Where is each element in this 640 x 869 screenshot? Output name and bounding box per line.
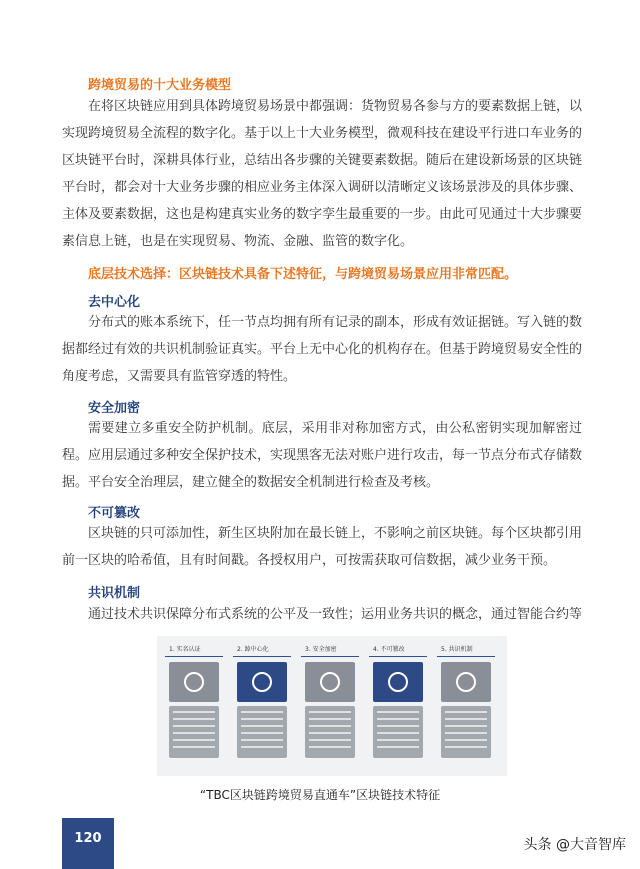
feature-card-text (305, 706, 355, 758)
heading-consensus: 共识机制 (88, 586, 141, 601)
heading-business-model: 跨境贸易的十大业务模型 (88, 78, 232, 93)
feature-card (165, 644, 223, 768)
paragraph-tamper-proof: 区块链的只可添加性，新生区块附加在最长链上，不影响之前区块链。每个区块都引用前一区块的哈希值，且有时间戳。各授权用户，可按需获取可信数据，减少业务干预。 (62, 526, 583, 568)
feature-card (437, 644, 495, 768)
page-number: 120 (62, 818, 114, 869)
feature-card-text (373, 706, 423, 758)
paragraph-decentralization: 分布式的账本系统下，任一节点均拥有所有记录的副本，形成有效证据链。写入链的数据都经过有效的共识机制验证真实。平台上无中心化的机构存在。但基于跨境贸易安全性的角度考虑，又需要具有监管穿透的特性。 (62, 315, 583, 384)
feature-card-text (237, 706, 287, 758)
feature-card-title: 2. 踔中心化 (233, 644, 291, 657)
house-icon-box (373, 662, 423, 702)
gear-icon (320, 672, 340, 692)
network-icon-box (237, 662, 287, 702)
feature-card (301, 644, 359, 768)
feature-card-title: 1. 实名认证 (165, 644, 223, 657)
identity-icon (184, 672, 204, 692)
paragraph-business-model: 在将区块链应用到具体跨境贸易场景中都强调：货物贸易各参与方的要素数据上链，以实现跨境贸易全流程的数字化。基于以上十大业务模型，微观科技在建设平行进口车业务的区块链平台时，深耕具体行业，总结出各步骤的关键要素数据。随后在建设新场景的区块链平台时，都会对十大业务步骤的相应业务主体深入调研以清晰定义该场景涉及的具体步骤、主体及要素数据，这也是构建真实业务的数字孪生最重要的一步。由此可见通过十大步骤要素信息上链，也是在实现贸易、物流、金融、监管的数字化。 (62, 99, 583, 249)
paragraph-security: 需要建立多重安全防护机制。底层，采用非对称加密方式，由公私密钥实现加解密过程。应用层通过多种安全保护技术，实现黑客无法对账户进行攻击，每一节点分布式存储数据。平台安全治理层，建立健全的数据安全机制进行检查及考核。 (62, 421, 583, 490)
gear-icon-box (305, 662, 355, 702)
blockchain-features-figure (157, 636, 507, 776)
watermark: 头条 @大音智库 (523, 837, 626, 853)
paragraph-consensus: 通过技术共识保障分布式系统的公平及一致性；运用业务共识的概念，通过智能合约等 (88, 607, 583, 622)
feature-card-title: 4. 不可篡改 (369, 644, 427, 657)
feature-card (369, 644, 427, 768)
house-icon (388, 672, 408, 692)
heading-security: 安全加密 (88, 401, 141, 416)
document-icon (456, 672, 476, 692)
figure-caption: “TBC区块链跨境贸易直通车”区块链技术特征 (199, 788, 441, 802)
feature-card-text (441, 706, 491, 758)
feature-card-title: 5. 共识机制 (437, 644, 495, 657)
identity-icon-box (169, 662, 219, 702)
feature-card (233, 644, 291, 768)
feature-card-title: 3. 安全加密 (301, 644, 359, 657)
heading-tech-choice: 底层技术选择：区块链技术具备下述特征，与跨境贸易场景应用非常匹配。 (88, 267, 518, 282)
feature-card-text (169, 706, 219, 758)
heading-decentralization: 去中心化 (88, 295, 141, 310)
network-icon (252, 672, 272, 692)
document-icon-box (441, 662, 491, 702)
heading-tamper-proof: 不可篡改 (88, 506, 141, 521)
